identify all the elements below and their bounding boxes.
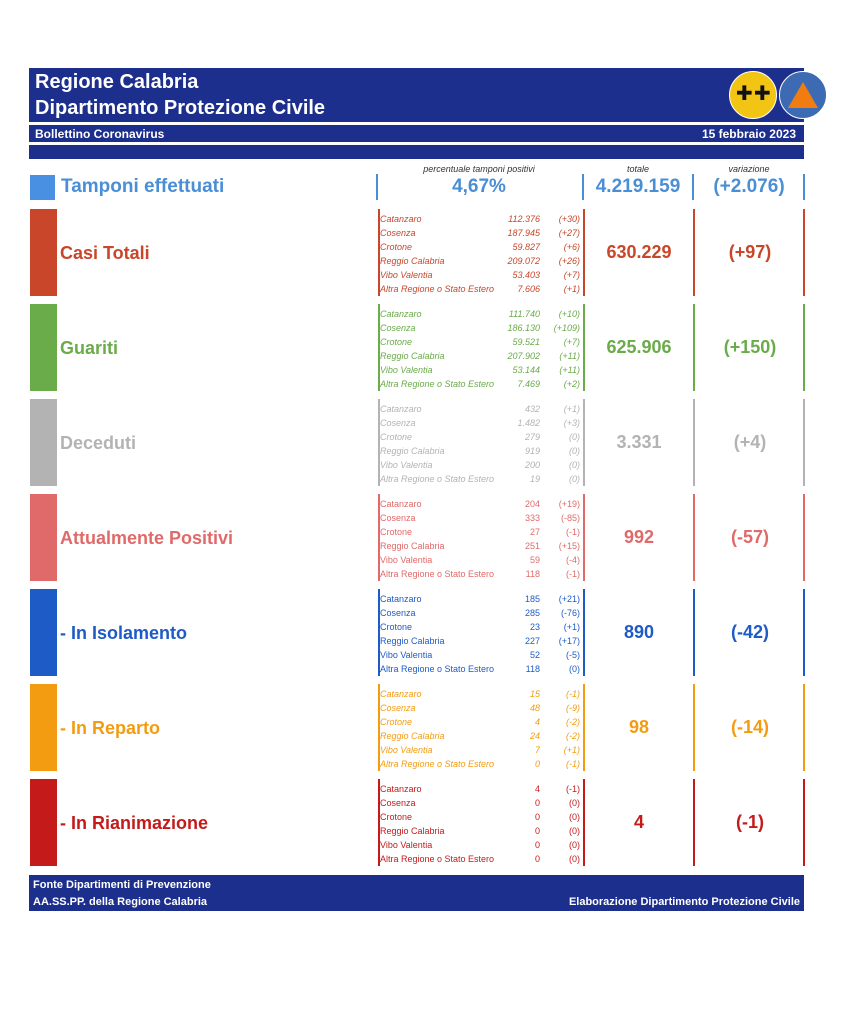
province-name: Catanzaro [380, 594, 422, 604]
province-row [380, 349, 585, 363]
province-value: 19 [529, 474, 540, 484]
province-row [380, 553, 585, 567]
province-breakdown [380, 589, 585, 676]
province-delta: (0) [569, 460, 580, 470]
province-value: 52 [529, 650, 540, 660]
province-name: Altra Regione o Stato Estero [380, 569, 495, 579]
province-value: 919 [524, 446, 540, 456]
province-row [380, 416, 585, 430]
province-value: 0 [534, 812, 540, 822]
province-delta: (-1) [566, 784, 580, 794]
province-delta: (-5) [566, 650, 580, 660]
province-row [380, 687, 585, 701]
column-header-variation: variazione [728, 164, 770, 174]
province-row [380, 377, 585, 391]
section-color-bar [30, 589, 57, 676]
province-name: Cosenza [380, 703, 416, 713]
province-name: Crotone [380, 527, 413, 537]
stat-section [29, 304, 805, 391]
province-name: Cosenza [380, 323, 416, 333]
province-name: Catanzaro [380, 784, 422, 794]
province-value: 432 [524, 404, 540, 414]
province-row [380, 307, 585, 321]
province-name: Catanzaro [380, 404, 422, 414]
province-value: 27 [529, 527, 540, 537]
province-delta: (-9) [566, 703, 580, 713]
province-value: 59.521 [512, 337, 540, 347]
province-value: 0 [534, 840, 540, 850]
bulletin-date: 15 febbraio 2023 [701, 127, 796, 141]
province-name: Crotone [380, 717, 413, 727]
province-value: 24 [529, 731, 540, 741]
stat-section [29, 494, 805, 581]
province-row [380, 662, 585, 676]
stat-section [29, 589, 805, 676]
province-value: 118 [525, 569, 540, 579]
section-color-bar [30, 779, 57, 866]
province-name: Reggio Calabria [380, 731, 445, 741]
section-color-bar [30, 494, 57, 581]
province-row [380, 254, 585, 268]
province-name: Reggio Calabria [380, 256, 445, 266]
province-delta: (+21) [558, 594, 580, 604]
province-value: 7 [534, 745, 540, 755]
province-name: Crotone [380, 622, 413, 632]
province-row [380, 634, 585, 648]
province-delta: (+1) [563, 622, 580, 632]
region-title: Regione Calabria [35, 71, 199, 93]
province-delta: (-2) [566, 731, 580, 741]
province-row [380, 539, 585, 553]
province-row [380, 511, 585, 525]
province-row [380, 321, 585, 335]
province-value: 118 [525, 664, 540, 674]
province-value: 0 [534, 759, 540, 769]
province-delta: (+1) [563, 284, 580, 294]
province-delta: (+6) [563, 242, 580, 252]
regione-calabria-logo-icon: ✚ ✚ [729, 71, 777, 119]
footer-banner [29, 875, 804, 911]
footer-source-line1: Fonte Dipartimenti di Prevenzione [33, 879, 211, 891]
department-title: Dipartimento Protezione Civile [35, 97, 326, 119]
province-delta: (-4) [566, 555, 580, 565]
province-delta: (0) [569, 432, 580, 442]
province-row [380, 648, 585, 662]
province-row [380, 430, 585, 444]
province-name: Crotone [380, 432, 413, 442]
province-name: Cosenza [380, 513, 416, 523]
province-value: 59 [529, 555, 540, 565]
section-label: Attualmente Positivi [60, 528, 234, 548]
province-value: 209.072 [507, 256, 540, 266]
province-delta: (+15) [558, 541, 580, 551]
province-value: 48 [529, 703, 540, 713]
bulletin-bar [29, 125, 804, 142]
province-name: Crotone [380, 812, 413, 822]
province-row [380, 824, 585, 838]
province-delta: (-1) [566, 527, 580, 537]
section-color-bar [30, 209, 57, 296]
tamponi-label: Tamponi effettuati [61, 176, 225, 197]
province-delta: (0) [569, 446, 580, 456]
section-label: - In Isolamento [60, 623, 188, 643]
province-row [380, 282, 585, 296]
province-delta: (+11) [559, 365, 580, 375]
province-name: Cosenza [380, 228, 416, 238]
province-row [380, 606, 585, 620]
province-name: Vibo Valentia [380, 555, 433, 565]
protezione-civile-logo-icon [779, 71, 827, 119]
province-value: 200 [524, 460, 540, 470]
province-name: Altra Regione o Stato Estero [380, 854, 495, 864]
province-value: 23 [529, 622, 540, 632]
province-name: Vibo Valentia [380, 745, 433, 755]
province-row [380, 620, 585, 634]
province-row [380, 402, 585, 416]
province-delta: (+109) [553, 323, 580, 333]
province-value: 187.945 [507, 228, 540, 238]
province-delta: (+11) [559, 351, 580, 361]
province-delta: (0) [569, 840, 580, 850]
province-value: 4 [534, 717, 540, 727]
province-value: 227 [524, 636, 540, 646]
province-breakdown [380, 684, 585, 771]
province-delta: (+3) [563, 418, 580, 428]
province-value: 279 [524, 432, 540, 442]
province-name: Crotone [380, 337, 413, 347]
province-row [380, 729, 585, 743]
section-total: 630.229 [606, 242, 672, 262]
province-name: Altra Regione o Stato Estero [380, 379, 495, 389]
section-variation: (+4) [733, 432, 767, 452]
province-value: 333 [524, 513, 540, 523]
stat-section [29, 399, 805, 486]
province-breakdown [380, 209, 585, 296]
section-variation: (-57) [730, 527, 769, 547]
province-delta: (0) [569, 664, 580, 674]
province-name: Altra Regione o Stato Estero [380, 664, 495, 674]
section-variation: (-42) [730, 622, 769, 642]
section-color-bar [30, 399, 57, 486]
province-value: 53.144 [512, 365, 540, 375]
section-label: Casi Totali [60, 243, 150, 263]
province-row [380, 852, 585, 866]
province-delta: (0) [569, 854, 580, 864]
province-value: 185 [524, 594, 540, 604]
province-name: Cosenza [380, 798, 416, 808]
province-name: Vibo Valentia [380, 365, 433, 375]
province-row [380, 335, 585, 349]
province-delta: (+26) [558, 256, 580, 266]
province-delta: (-1) [566, 759, 580, 769]
province-breakdown [380, 399, 585, 486]
province-name: Altra Regione o Stato Estero [380, 474, 495, 484]
province-delta: (+2) [563, 379, 580, 389]
province-delta: (+27) [558, 228, 580, 238]
section-total: 890 [623, 622, 655, 642]
section-total: 98 [628, 717, 650, 737]
section-variation: (-1) [736, 812, 764, 832]
province-row [380, 796, 585, 810]
province-delta: (-1) [566, 569, 580, 579]
province-name: Cosenza [380, 418, 416, 428]
footer-credit: Elaborazione Dipartimento Protezione Civile [568, 896, 800, 908]
section-color-bar [30, 304, 57, 391]
province-row [380, 226, 585, 240]
province-row [380, 701, 585, 715]
province-value: 111.740 [508, 309, 540, 319]
province-name: Vibo Valentia [380, 270, 433, 280]
province-delta: (+17) [558, 636, 580, 646]
province-row [380, 212, 585, 226]
province-value: 207.902 [507, 351, 540, 361]
province-name: Catanzaro [380, 499, 422, 509]
province-value: 251 [524, 541, 540, 551]
tamponi-total: 4.219.159 [595, 176, 681, 197]
province-delta: (0) [569, 798, 580, 808]
divider-line [803, 174, 805, 200]
province-name: Altra Regione o Stato Estero [380, 284, 495, 294]
section-label: Deceduti [60, 433, 137, 453]
province-delta: (+19) [558, 499, 580, 509]
province-breakdown [380, 494, 585, 581]
province-delta: (0) [569, 826, 580, 836]
section-total: 3.331 [616, 432, 662, 452]
province-name: Reggio Calabria [380, 826, 445, 836]
province-delta: (+7) [563, 337, 580, 347]
province-name: Reggio Calabria [380, 351, 445, 361]
province-name: Altra Regione o Stato Estero [380, 759, 495, 769]
header-banner [29, 68, 804, 122]
province-name: Catanzaro [380, 689, 422, 699]
section-variation: (-14) [730, 717, 769, 737]
province-delta: (+30) [558, 214, 580, 224]
province-delta: (+7) [563, 270, 580, 280]
province-value: 4 [534, 784, 540, 794]
province-row [380, 458, 585, 472]
stat-section [29, 779, 805, 866]
province-delta: (-1) [566, 689, 580, 699]
province-delta: (0) [569, 474, 580, 484]
section-label: - In Rianimazione [60, 813, 209, 833]
province-row [380, 810, 585, 824]
province-value: 112.376 [508, 214, 540, 224]
province-value: 204 [524, 499, 540, 509]
tamponi-color-square [30, 175, 55, 200]
province-delta: (+10) [558, 309, 580, 319]
province-value: 7.606 [517, 284, 540, 294]
province-name: Crotone [380, 242, 413, 252]
province-row [380, 838, 585, 852]
section-variation: (+150) [723, 337, 777, 357]
province-name: Reggio Calabria [380, 541, 445, 551]
province-row [380, 592, 585, 606]
province-name: Vibo Valentia [380, 460, 433, 470]
province-value: 0 [534, 854, 540, 864]
province-breakdown [380, 779, 585, 866]
province-value: 1.482 [517, 418, 540, 428]
section-total: 625.906 [606, 337, 672, 357]
province-value: 59.827 [512, 242, 540, 252]
section-label: - In Reparto [60, 718, 161, 738]
tamponi-percentage: 4,67% [452, 176, 506, 197]
province-value: 0 [534, 826, 540, 836]
province-value: 53.403 [512, 270, 540, 280]
province-name: Vibo Valentia [380, 840, 433, 850]
province-row [380, 240, 585, 254]
province-name: Reggio Calabria [380, 636, 445, 646]
province-value: 0 [534, 798, 540, 808]
province-row [380, 268, 585, 282]
province-row [380, 363, 585, 377]
province-row [380, 497, 585, 511]
province-delta: (-85) [560, 513, 580, 523]
stat-section [29, 209, 805, 296]
province-value: 7.469 [517, 379, 540, 389]
province-breakdown [380, 304, 585, 391]
province-name: Vibo Valentia [380, 650, 433, 660]
province-name: Reggio Calabria [380, 446, 445, 456]
province-delta: (-2) [566, 717, 580, 727]
section-total: 4 [633, 812, 644, 832]
province-delta: (+1) [563, 404, 580, 414]
tamponi-variation: (+2.076) [713, 176, 785, 197]
province-name: Cosenza [380, 608, 416, 618]
province-row [380, 757, 585, 771]
province-row [380, 715, 585, 729]
footer-source-line2: AA.SS.PP. della Regione Calabria [33, 896, 208, 908]
section-color-bar [30, 684, 57, 771]
province-value: 186.130 [507, 323, 540, 333]
province-delta: (0) [569, 812, 580, 822]
section-total: 992 [623, 527, 655, 547]
stat-section [29, 684, 805, 771]
province-row [380, 782, 585, 796]
province-row [380, 525, 585, 539]
province-row [380, 444, 585, 458]
bulletin-title: Bollettino Coronavirus [35, 127, 165, 141]
province-value: 285 [524, 608, 540, 618]
province-row [380, 743, 585, 757]
column-header-pct: percentuale tamponi positivi [423, 164, 535, 174]
province-delta: (-76) [560, 608, 580, 618]
province-name: Catanzaro [380, 214, 422, 224]
divider-bar [29, 145, 804, 159]
province-row [380, 472, 585, 486]
province-value: 15 [529, 689, 540, 699]
column-header-total: totale [626, 164, 650, 174]
province-row [380, 567, 585, 581]
province-delta: (+1) [563, 745, 580, 755]
province-name: Catanzaro [380, 309, 422, 319]
section-label: Guariti [60, 338, 119, 358]
section-variation: (+97) [728, 242, 772, 262]
